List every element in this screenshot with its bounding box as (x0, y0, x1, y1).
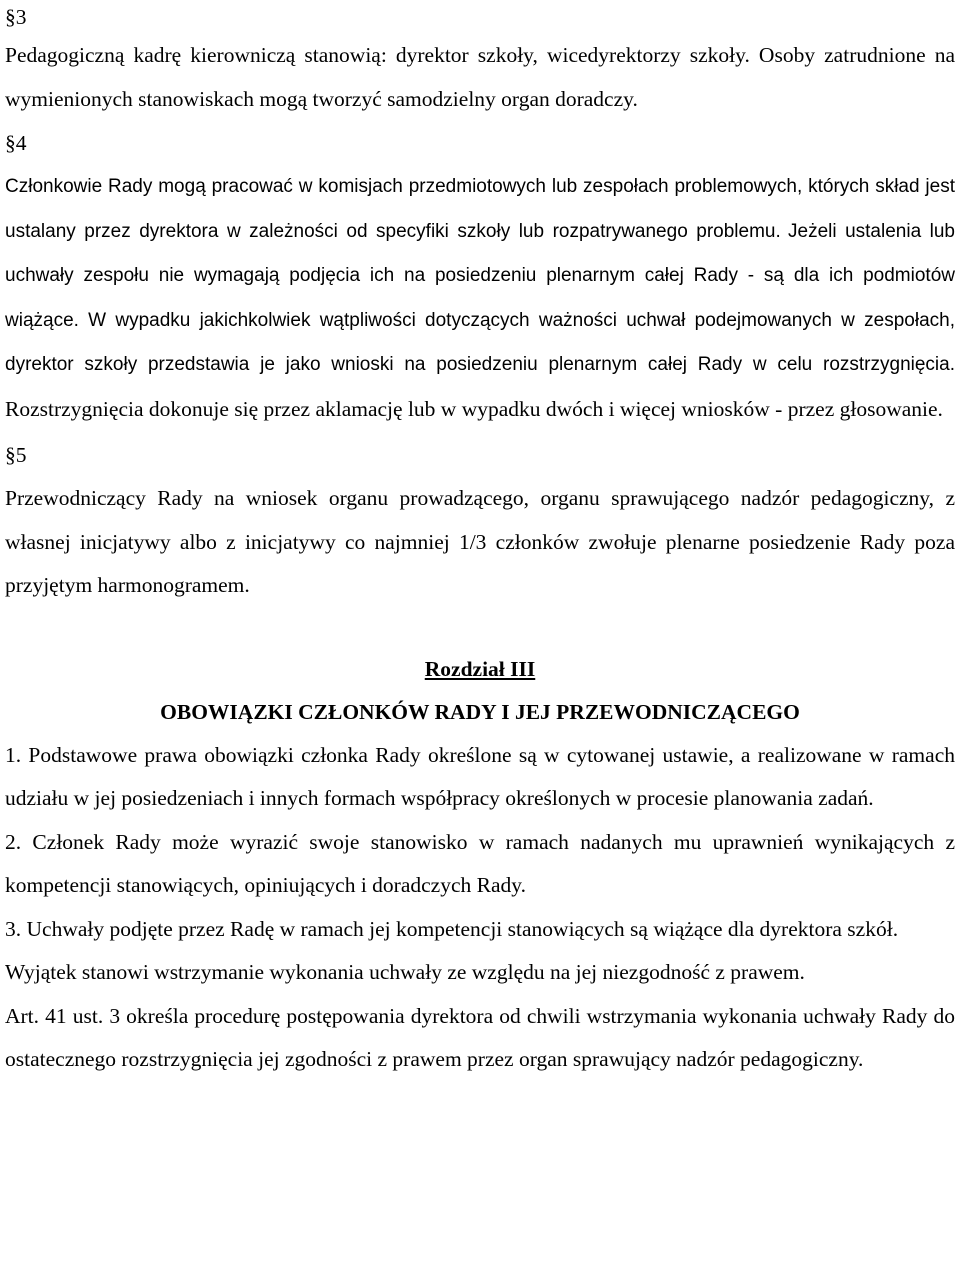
document-page (5, 0, 955, 1082)
section-4-text-part-2: Jeżeli ustalenia lub uchwały zespołu nie wymagają podjęcia ich na posiedzeniu plenarnym całej Rady - są dla ich podmiotów wiążące. W wypadku jakichkolwiek wątpliwości dotyczących ważności uchwał podejmowanych w zespołach, dyrektor szkoły przedstawia je jako wnioski na posiedzeniu plenarnym całej Rady w celu rozstrzygnięcia. (5, 220, 956, 375)
section-3-mark: §3 (5, 5, 27, 29)
section-4-text (5, 165, 955, 433)
section-3-text: Pedagogiczną kadrę kierowniczą stanowią: dyrektor szkoły, wicedyrektorzy szkoły. Osoby zatrudnione na wymienionych stanowiskach mogą tworzyć samodzielny organ doradczy. (5, 43, 955, 111)
section-4-mark: §4 (5, 131, 27, 155)
list-item-2: 2. Członek Rady może wyrazić swoje stanowisko w ramach nadanych mu uprawnień wynikających z kompetencji stanowiących, opiniujących i doradczych Rady. (5, 829, 955, 897)
section-5-mark: §5 (5, 443, 27, 467)
chapter-subtitle: OBOWIĄZKI CZŁONKÓW RADY I JEJ PRZEWODNICZĄCEGO (160, 699, 800, 724)
list-item-1: 1. Podstawowe prawa obowiązki członka Rady określone są w cytowanej ustawie, a realizowane w ramach udziału w jej posiedzeniach i innych formach współpracy określonych w procesie planowania zadań. (5, 742, 955, 810)
list-item-3: 3. Uchwały podjęte przez Radę w ramach jej kompetencji stanowiących są wiążące dla dyrektora szkół. (5, 916, 899, 941)
section-4-text-part-3: Rozstrzygnięcia dokonuje się przez aklamację lub w wypadku dwóch i więcej wniosków - przez głosowanie. (5, 396, 943, 421)
section-5-text: Przewodniczący Rady na wniosek organu prowadzącego, organu sprawującego nadzór pedagogiczny, z własnej inicjatywy albo z inicjatywy co najmniej 1/3 członków zwołuje plenarne posiedzenie Rady poza przyjętym harmonogramem. (5, 486, 955, 597)
section-4-text-part-1: Członkowie Rady mogą pracować w komisjach przedmiotowych lub zespołach problemowych, których skład jest ustalany przez dyrektora w zależności od specyfiki szkoły lub rozpatrywanego problemu. (5, 176, 955, 242)
exception-text: Wyjątek stanowi wstrzymanie wykonania uchwały ze względu na jej niezgodność z prawem. (5, 960, 805, 984)
article-text: Art. 41 ust. 3 określa procedurę postępowania dyrektora od chwili wstrzymania wykonania uchwały Rady do ostatecznego rozstrzygnięcia jej zgodności z prawem przez organ sprawujący nadzór pedagogiczny. (5, 1003, 955, 1071)
chapter-title: Rozdział III (424, 656, 536, 681)
